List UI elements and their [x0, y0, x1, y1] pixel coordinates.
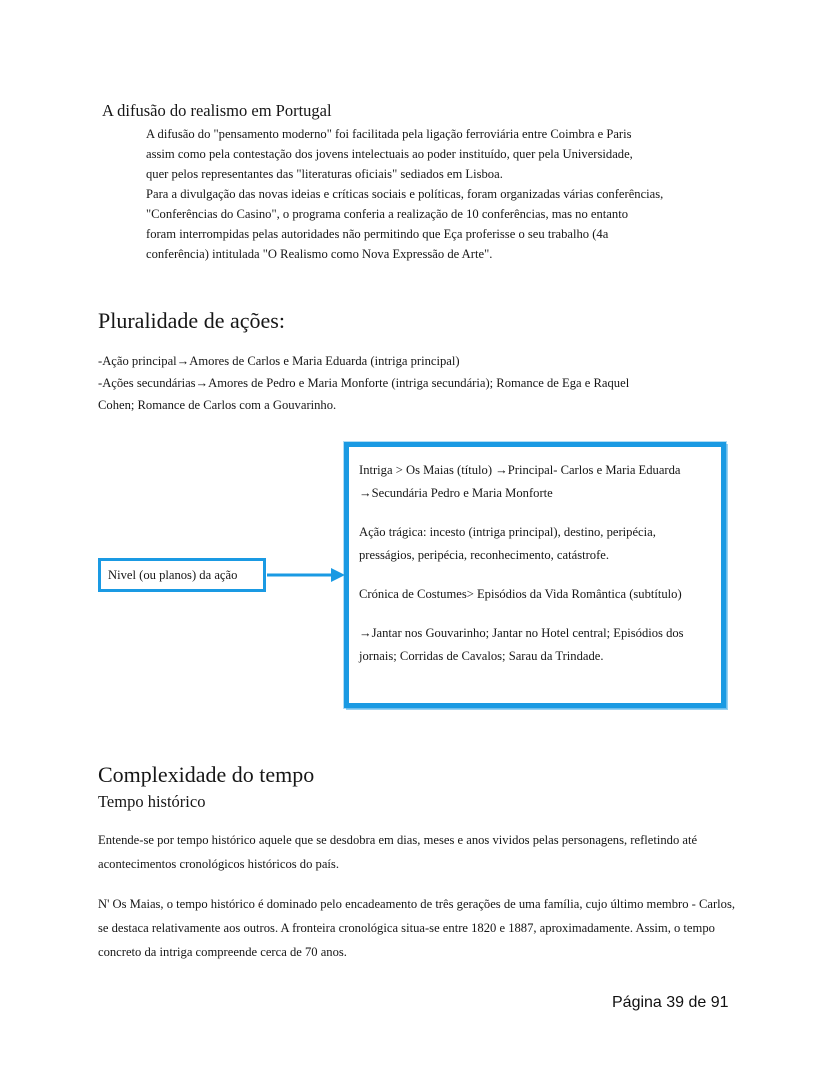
section-body-pluralidade [98, 350, 738, 416]
paragraph-line: "Conferências do Casino", o programa conferia a realização de 10 conferências, mas no entanto [146, 207, 628, 221]
paragraph-line: Cohen; Romance de Carlos com a Gouvarinho. [98, 398, 337, 412]
diagram-arrow-icon [267, 564, 347, 586]
paragraph-line: Para a divulgação das novas ideias e críticas sociais e políticas, foram organizadas várias conferências, [146, 187, 664, 201]
paragraph: Entende-se por tempo histórico aquele que se desdobra em dias, meses e anos vividos pelas personagens, refletindo até acontecimentos cronológicos históricos do país. [98, 833, 698, 871]
paragraph: N' Os Maias, o tempo histórico é dominado pelo encadeamento de três gerações de uma família, cujo último membro - Carlos, se destaca relativamente aos outros. A fronteira cronológica situa-se entre 1820 e 1887, aproximadamente. Assim, o tempo concreto da intriga compreende cerca de 70 anos. [98, 897, 736, 959]
section-title-pluralidade: Pluralidade de ações: [98, 308, 285, 333]
section-title-tempo: Complexidade do tempo [98, 762, 315, 787]
diagram-level-label: Nivel (ou planos) da ação [108, 568, 238, 582]
paragraph-line: assim como pela contestação dos jovens intelectuais ao poder instituído, quer pela Universidade, [146, 147, 633, 161]
diagram-item-acao-tragica: Ação trágica: incesto (intriga principal), destino, peripécia, presságios, peripécia, reconhecimento, catástrofe. [359, 525, 656, 562]
paragraph-line: -Ações secundárias→Amores de Pedro e Maria Monforte (intriga secundária); Romance de Ega e Raquel [98, 376, 630, 390]
paragraph-line: foram interrompidas pelas autoridades não permitindo que Eça proferisse o seu trabalho (4a [146, 227, 609, 241]
section-body-difusao [146, 124, 746, 264]
diagram-level-box [98, 558, 266, 592]
diagram-detail-box [344, 442, 726, 708]
paragraph-line: -Ação principal→Amores de Carlos e Maria Eduarda (intriga principal) [98, 354, 460, 368]
page-number: Página 39 de 91 [612, 994, 729, 1011]
paragraph-line: A difusão do "pensamento moderno" foi facilitada pela ligação ferroviária entre Coimbra e Paris [146, 127, 632, 141]
section-title-difusao: A difusão do realismo em Portugal [102, 101, 332, 120]
section-subtitle-tempo-historico: Tempo histórico [98, 792, 206, 811]
paragraph-line: quer pelos representantes das "literaturas oficiais" sediados em Lisboa. [146, 167, 503, 181]
section-body-tempo [98, 828, 738, 980]
diagram-item-episodios: →Jantar nos Gouvarinho; Jantar no Hotel central; Episódios dos jornais; Corridas de Cavalos; Sarau da Trindade. [359, 626, 684, 663]
diagram-item-cronica: Crónica de Costumes> Episódios da Vida Romântica (subtítulo) [359, 587, 682, 601]
diagram-item-intriga: Intriga > Os Maias (título) →Principal- Carlos e Maria Eduarda →Secundária Pedro e Maria Monforte [359, 463, 681, 500]
paragraph-line: conferência) intitulada "O Realismo como Nova Expressão de Arte". [146, 247, 493, 261]
